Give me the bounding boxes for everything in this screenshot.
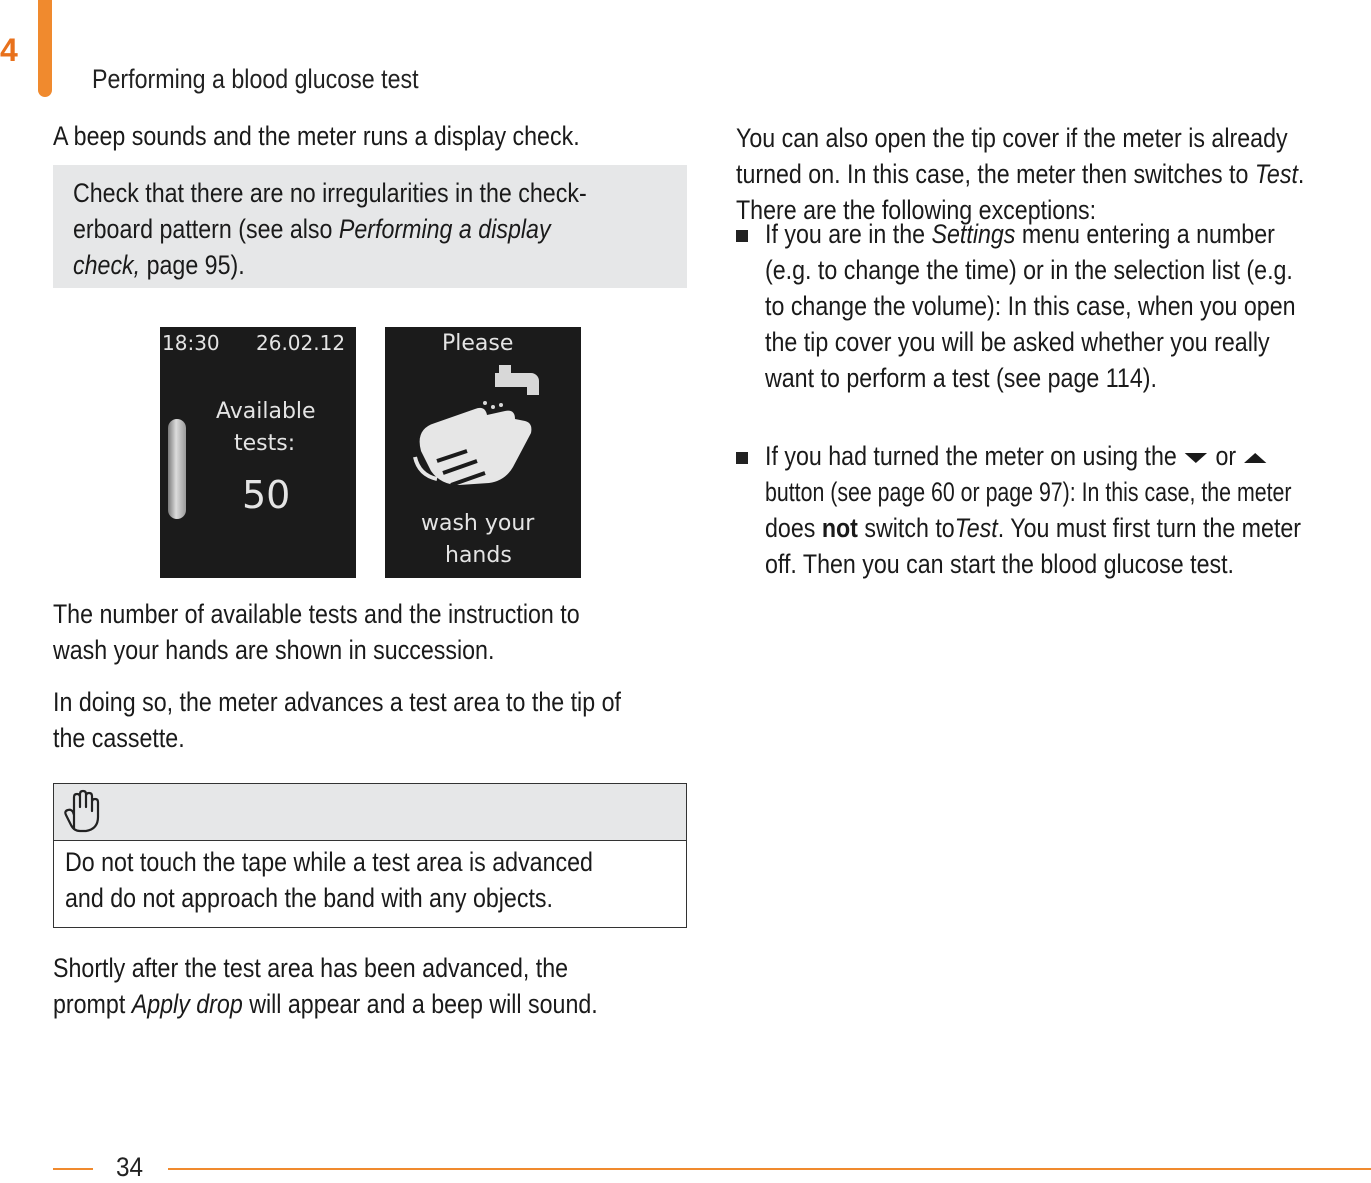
text-plain: prompt — [53, 989, 132, 1019]
paragraph-tip-cover — [736, 120, 1371, 228]
note-box — [53, 165, 687, 288]
chapter-tab-bar — [38, 0, 52, 97]
paragraph-line: The number of available tests and the instruction to — [53, 599, 580, 629]
warning-box — [53, 783, 687, 928]
bullet-line: (e.g. to change the time) or in the selection list (e.g. — [765, 255, 1293, 285]
warning-line-1: Do not touch the tape while a test area is advanced — [65, 847, 593, 877]
page-header-title-text: Performing a blood glucose test — [92, 64, 419, 94]
screen-time: 18:30 — [162, 331, 220, 355]
paragraph-line — [53, 986, 598, 1022]
stop-hand-icon — [64, 789, 100, 835]
note-line-1: Check that there are no irregularities in the check- — [73, 178, 587, 208]
bullet-square-icon — [736, 452, 748, 464]
up-arrow-icon — [1243, 451, 1269, 465]
paragraph-advances — [53, 684, 713, 756]
screen-label-wash-your: wash your — [421, 511, 535, 536]
emphasis-not: not — [821, 513, 858, 543]
text-plain: If you had turned the meter on using the — [765, 441, 1184, 471]
paragraph-line — [736, 156, 1304, 192]
meter-screen-wash-hands — [385, 327, 581, 578]
paragraph-apply-drop — [53, 950, 686, 1022]
note-xref-link-cont: check, — [73, 250, 141, 280]
text-plain: or — [1209, 441, 1243, 471]
text-plain: If you are in the — [765, 219, 932, 249]
note-line-2 — [73, 211, 587, 247]
paragraph-line: Shortly after the test area has been advanced, the — [53, 953, 569, 983]
meter-screen-available-tests — [160, 327, 356, 578]
bullet-line: want to perform a test (see page 114). — [765, 363, 1157, 393]
footer-rule-right — [168, 1168, 1371, 1170]
bullet-line: to change the volume): In this case, when you open — [765, 291, 1296, 321]
faucet-hand-icon — [385, 361, 581, 521]
screen-label-available: Available — [216, 399, 316, 424]
footer-rule-left — [53, 1168, 93, 1170]
note-xref-link: Performing a display — [338, 214, 551, 244]
warning-header — [54, 784, 686, 841]
screen-label-hands: hands — [445, 543, 512, 568]
bullet-line — [765, 438, 1338, 474]
paragraph-display-check — [53, 118, 665, 154]
screen-label-tests: tests: — [234, 431, 296, 456]
down-arrow-icon — [1183, 451, 1209, 465]
bullet-line: the tip cover you will be asked whether you really — [765, 327, 1270, 357]
note-text-plain: erboard pattern (see also — [73, 214, 339, 244]
text-plain: will appear and a beep will sound. — [242, 989, 598, 1019]
paragraph-line: There are the following exceptions: — [736, 195, 1097, 225]
page-header-title — [92, 64, 472, 95]
bullet-settings-exception — [765, 216, 1371, 396]
bullet-line — [765, 510, 1338, 546]
text-plain: does — [765, 513, 822, 543]
paragraph-line: In doing so, the meter advances a test area to the tip of — [53, 687, 621, 717]
warning-line-2: and do not approach the band with any objects. — [65, 883, 553, 913]
screen-date: 26.02.12 — [256, 331, 346, 355]
mode-test: Test — [1254, 159, 1298, 189]
text-plain: switch to — [857, 513, 955, 543]
screen-test-count: 50 — [242, 473, 291, 517]
note-text — [73, 175, 670, 283]
warning-text — [65, 844, 679, 916]
menu-settings: Settings — [931, 219, 1016, 249]
chapter-number: 4 — [0, 32, 18, 68]
page-number — [116, 1152, 146, 1183]
bullet-line: button (see page 60 or page 97): In this case, the meter — [765, 477, 1292, 507]
test-cassette-gauge-icon — [168, 419, 186, 519]
bullet-button-exception — [765, 438, 1371, 582]
note-page-ref: page 95). — [140, 250, 245, 280]
page-number-text: 34 — [116, 1152, 144, 1182]
mode-test: Test — [954, 513, 998, 543]
text-plain: turned on. In this case, the meter then switches to — [736, 159, 1255, 189]
paragraph-line: A beep sounds and the meter runs a display check. — [53, 121, 580, 151]
screen-label-please: Please — [442, 331, 514, 356]
bullet-square-icon — [736, 230, 748, 242]
text-plain: . You must first turn the meter — [997, 513, 1302, 543]
text-plain: menu entering a number — [1015, 219, 1275, 249]
prompt-apply-drop: Apply drop — [131, 989, 243, 1019]
paragraph-succession — [53, 596, 665, 668]
paragraph-line: You can also open the tip cover if the meter is already — [736, 123, 1288, 153]
bullet-line: off. Then you can start the blood glucose test. — [765, 549, 1235, 579]
paragraph-line: wash your hands are shown in succession. — [53, 635, 495, 665]
bullet-line — [765, 216, 1296, 252]
text-plain: . — [1297, 159, 1305, 189]
note-line-3 — [73, 247, 587, 283]
paragraph-line: the cassette. — [53, 723, 185, 753]
